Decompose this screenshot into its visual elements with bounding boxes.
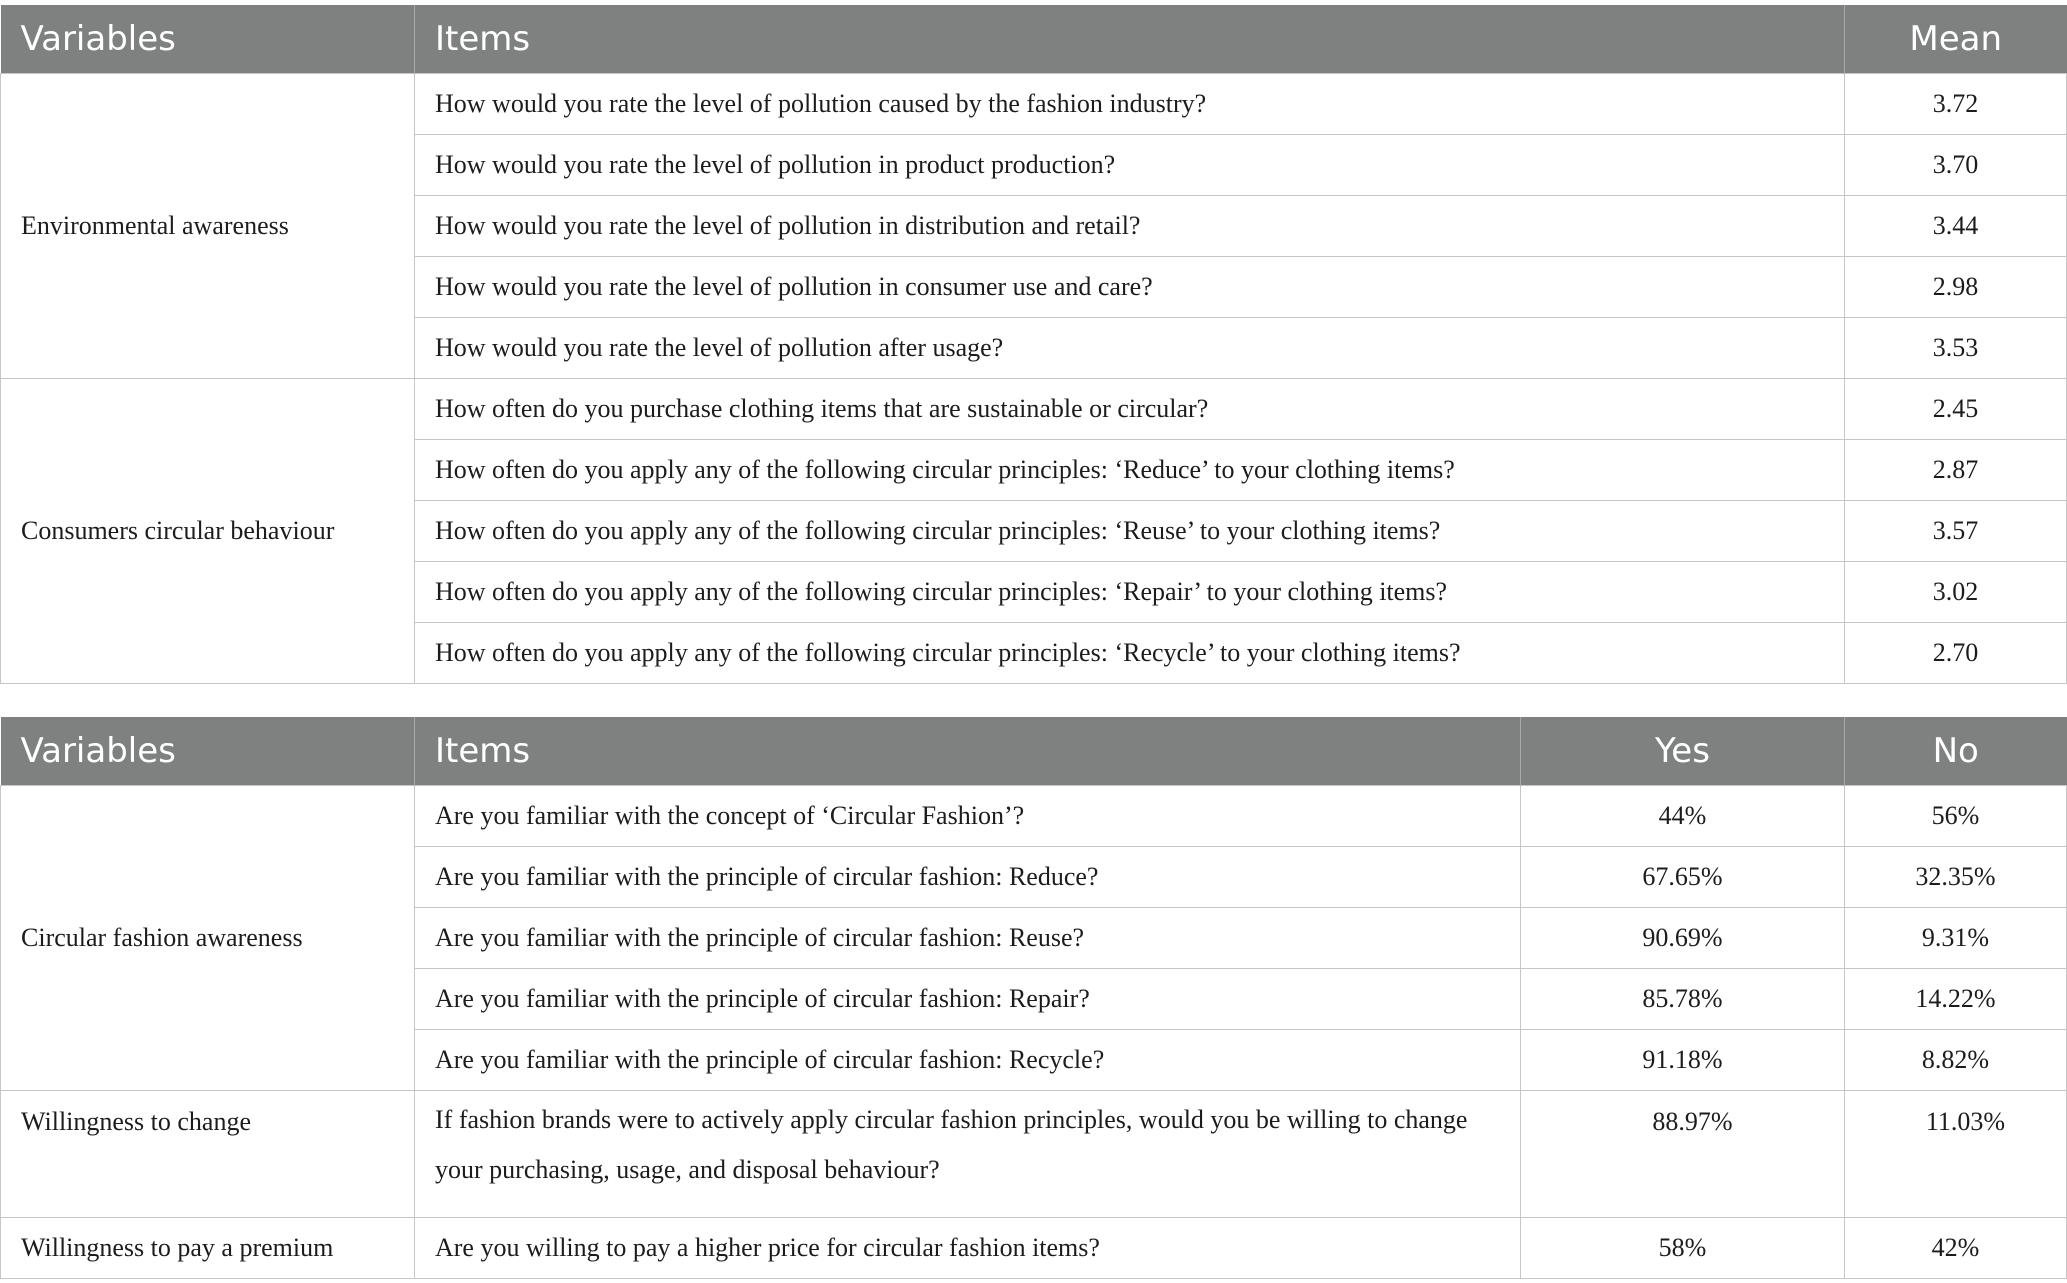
item-cell: Are you willing to pay a higher price for circular fashion items? xyxy=(415,1218,1521,1279)
item-cell: How would you rate the level of pollution in consumer use and care? xyxy=(415,257,1845,318)
yes-cell: 85.78% xyxy=(1521,969,1845,1030)
item-cell: How would you rate the level of pollution in product production? xyxy=(415,135,1845,196)
no-cell: 14.22% xyxy=(1845,969,2067,1030)
item-cell: How often do you apply any of the following circular principles: ‘Recycle’ to your clothing items? xyxy=(415,623,1845,684)
item-cell: How often do you apply any of the following circular principles: ‘Reduce’ to your clothing items? xyxy=(415,440,1845,501)
header-items: Items xyxy=(415,5,1845,74)
item-cell: How would you rate the level of pollution in distribution and retail? xyxy=(415,196,1845,257)
variable-cell: Willingness to pay a premium xyxy=(1,1218,415,1279)
table-row xyxy=(1,379,2067,440)
variable-cell: Environmental awareness xyxy=(1,74,415,379)
no-cell: 32.35% xyxy=(1845,847,2067,908)
variable-cell: Consumers circular behaviour xyxy=(1,379,415,684)
mean-cell: 2.70 xyxy=(1845,623,2067,684)
item-cell: How would you rate the level of pollution after usage? xyxy=(415,318,1845,379)
yes-cell: 58% xyxy=(1521,1218,1845,1279)
no-cell: 8.82% xyxy=(1845,1030,2067,1091)
item-cell: Are you familiar with the concept of ‘Circular Fashion’? xyxy=(415,786,1521,847)
item-cell: Are you familiar with the principle of circular fashion: Reuse? xyxy=(415,908,1521,969)
mean-cell: 3.44 xyxy=(1845,196,2067,257)
header-row xyxy=(1,717,2067,786)
mean-cell: 3.02 xyxy=(1845,562,2067,623)
yes-cell: 88.97% xyxy=(1521,1091,1845,1218)
item-cell: How often do you purchase clothing items that are sustainable or circular? xyxy=(415,379,1845,440)
item-cell: Are you familiar with the principle of circular fashion: Reduce? xyxy=(415,847,1521,908)
variable-cell: Circular fashion awareness xyxy=(1,786,415,1091)
yes-cell: 91.18% xyxy=(1521,1030,1845,1091)
table-row xyxy=(1,74,2067,135)
mean-cell: 2.87 xyxy=(1845,440,2067,501)
yes-cell: 90.69% xyxy=(1521,908,1845,969)
item-cell: How often do you apply any of the following circular principles: ‘Reuse’ to your clothing items? xyxy=(415,501,1845,562)
yes-no-table xyxy=(0,717,2067,1279)
yes-cell: 44% xyxy=(1521,786,1845,847)
item-cell: How would you rate the level of pollution caused by the fashion industry? xyxy=(415,74,1845,135)
item-cell: Are you familiar with the principle of circular fashion: Repair? xyxy=(415,969,1521,1030)
mean-cell: 3.53 xyxy=(1845,318,2067,379)
header-variables: Variables xyxy=(1,717,415,786)
table-row xyxy=(1,786,2067,847)
no-cell: 42% xyxy=(1845,1218,2067,1279)
mean-cell: 2.45 xyxy=(1845,379,2067,440)
no-cell: 56% xyxy=(1845,786,2067,847)
header-row xyxy=(1,5,2067,74)
mean-cell: 3.57 xyxy=(1845,501,2067,562)
mean-table xyxy=(0,5,2067,684)
item-cell: How often do you apply any of the following circular principles: ‘Repair’ to your clothing items? xyxy=(415,562,1845,623)
header-items: Items xyxy=(415,717,1521,786)
header-no: No xyxy=(1845,717,2067,786)
header-variables: Variables xyxy=(1,5,415,74)
table-row xyxy=(1,1218,2067,1279)
item-cell: If fashion brands were to actively apply circular fashion principles, would you be willing to change your purchasing, usage, and disposal behaviour? xyxy=(415,1091,1521,1218)
item-cell: Are you familiar with the principle of circular fashion: Recycle? xyxy=(415,1030,1521,1091)
table-row xyxy=(1,1091,2067,1218)
no-cell: 9.31% xyxy=(1845,908,2067,969)
no-cell: 11.03% xyxy=(1845,1091,2067,1218)
variable-cell: Willingness to change xyxy=(1,1091,415,1218)
mean-cell: 3.72 xyxy=(1845,74,2067,135)
yes-cell: 67.65% xyxy=(1521,847,1845,908)
mean-cell: 3.70 xyxy=(1845,135,2067,196)
mean-cell: 2.98 xyxy=(1845,257,2067,318)
header-yes: Yes xyxy=(1521,717,1845,786)
header-mean: Mean xyxy=(1845,5,2067,74)
